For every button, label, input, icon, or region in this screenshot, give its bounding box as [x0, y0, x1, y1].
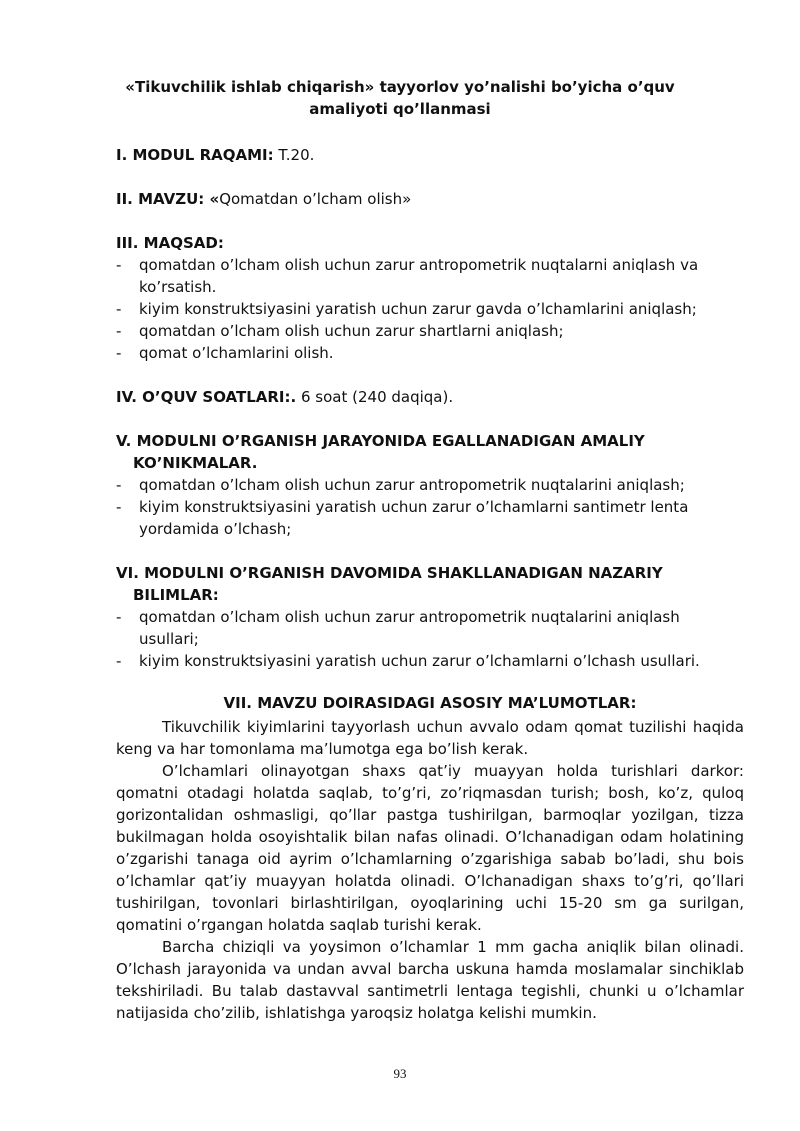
knowledge-list — [116, 606, 744, 672]
paragraph: O’lchamlari olinayotgan shaxs qat’iy muayyan holda turishlari darkor: qomatni otadagi holatda saqlab, to’g’ri, zo’riqmasdan turish; bosh, ko’z, quloq gorizontalidan oshmasligi, qo’llar pastga tushirilgan, barmoqlar yozilgan, tizza bukilmagan holda osoyishtalik bilan nafas olinadi. O’lchanadigan odam holatining o’zgarishi tanaga oid ayrim o’lchamlarning o’zgarishiga sabab bo’ladi, shu bois o’lchamlar qat’iy muayyan holatda olinadi. O’lchanadigan shaxs to’g’ri, qo’llari tushirilgan, tovonlari birlashtirilgan, oyoqlarining uchi 15-20 sm ga surilgan, qomatini o’rgangan holatda saqlab turishi kerak. — [116, 762, 744, 934]
page-title — [100, 76, 700, 120]
list-item: - qomatdan o’lcham olish uchun zarur antropometrik nuqtalarini aniqlash; — [116, 476, 685, 494]
section-practical-skills — [116, 430, 744, 540]
list-item: - qomatdan o’lcham olish uchun zarur antropometrik nuqtalarni aniqlash va ko’rsatish. — [116, 256, 699, 296]
section-label: I. MODUL RAQAMI: — [116, 146, 274, 164]
list-item: - qomat o’lchamlarini olish. — [116, 344, 334, 362]
section-module-number — [116, 144, 744, 166]
section-theoretical-knowledge — [116, 562, 744, 672]
section-value: 6 soat (240 daqiqa). — [296, 388, 454, 406]
title-line-2: amaliyoti qo’llanmasi — [309, 100, 491, 118]
skills-list — [116, 474, 744, 540]
paragraph: Barcha chiziqli va yoysimon o’lchamlar 1 mm gacha aniqlik bilan olinadi. O’lchash jarayonida va undan avval barcha uskuna hamda moslamalar sinchiklab tekshiriladi. Bu talab dastavval santimetrli lentaga tegishli, chunki u o’lchamlar natijasida cho’zilib, ishlatishga yaroqsiz holatga kelishi mumkin. — [116, 938, 744, 1022]
list-item: - kiyim konstruktsiyasini yaratish uchun zarur o’lchamlarni santimetr lenta yordamida o’lchash; — [116, 498, 689, 538]
paragraph: Tikuvchilik kiyimlarini tayyorlash uchun avvalo odam qomat tuzilishi haqida keng va har tomonlama ma’lumotga ega bo’lish kerak. — [116, 718, 744, 758]
section-main-information — [116, 692, 744, 1024]
page-number: 93 — [393, 1066, 407, 1081]
section-goal — [116, 232, 744, 364]
section-label: VI. MODULNI O’RGANISH DAVOMIDA SHAKLLANADIGAN NAZARIY BILIMLAR: — [116, 564, 663, 604]
section-value: T.20. — [273, 146, 315, 164]
section-topic — [116, 188, 744, 210]
list-item: - qomatdan o’lcham olish uchun zarur shartlarni aniqlash; — [116, 322, 564, 340]
title-line-1: «Tikuvchilik ishlab chiqarish» tayyorlov yo’nalishi bo’yicha o’quv — [125, 78, 675, 96]
goal-list — [116, 254, 744, 364]
section-label: II. MAVZU: « — [116, 190, 220, 208]
list-item: - kiyim konstruktsiyasini yaratish uchun zarur o’lchamlarni o’lchash usullari. — [116, 652, 700, 670]
section-label: III. MAQSAD: — [116, 234, 224, 252]
section-heading: VII. MAVZU DOIRASIDAGI ASOSIY MA’LUMOTLAR: — [223, 694, 637, 712]
list-item: - kiyim konstruktsiyasini yaratish uchun zarur gavda o’lchamlarini aniqlash; — [116, 300, 697, 318]
section-label: IV. O’QUV SOATLARI:. — [116, 388, 297, 406]
section-value: Qomatdan o’lcham olish» — [219, 190, 412, 208]
section-label: V. MODULNI O’RGANISH JARAYONIDA EGALLANADIGAN AMALIY KO’NIKMALAR. — [116, 432, 645, 472]
section-study-hours — [116, 386, 744, 408]
list-item: - qomatdan o’lcham olish uchun zarur antropometrik nuqtalarini aniqlash usullari; — [116, 608, 680, 648]
